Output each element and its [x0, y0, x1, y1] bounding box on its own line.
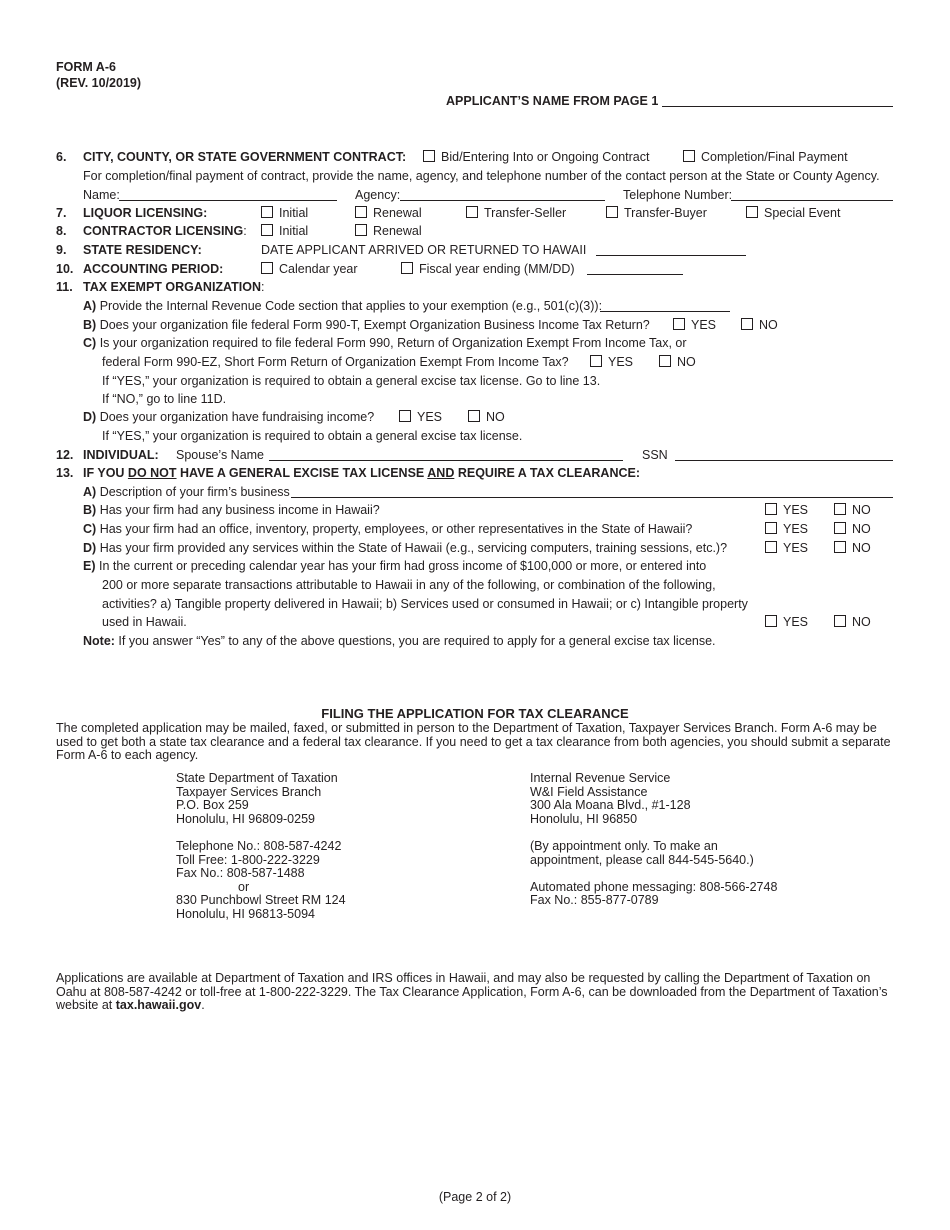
- fundraising-no-checkbox[interactable]: NO: [468, 410, 505, 424]
- contact-agency-label: Agency:: [355, 188, 401, 202]
- checkbox-icon: [261, 224, 273, 236]
- line-11c-cont: federal Form 990-EZ, Short Form Return of Organization Exempt From Income Tax?: [102, 355, 569, 369]
- line-12-number: 12.: [56, 448, 74, 462]
- checkbox-icon: [466, 206, 478, 218]
- line-11d-yes-note: If “YES,” your organization is required to obtain a general excise tax license.: [102, 429, 523, 443]
- line-9-number: 9.: [56, 243, 67, 257]
- line-11-title: TAX EXEMPT ORGANIZATION:: [83, 280, 265, 294]
- fundraising-yes-checkbox[interactable]: YES: [399, 410, 442, 424]
- line-7-title: LIQUOR LICENSING:: [83, 206, 208, 220]
- line-6-number: 6.: [56, 150, 67, 164]
- form-id: FORM A-6: [56, 60, 116, 74]
- services-no-checkbox[interactable]: NO: [834, 541, 871, 555]
- website-link[interactable]: tax.hawaii.gov: [115, 998, 202, 1013]
- checkbox-icon: [399, 410, 411, 422]
- office-presence-no-checkbox[interactable]: NO: [834, 522, 871, 536]
- gross-income-no-checkbox[interactable]: NO: [834, 615, 871, 629]
- checkbox-icon: [423, 150, 435, 162]
- contact-phone-label: Telephone Number:: [623, 188, 733, 202]
- line-12-title: INDIVIDUAL:: [83, 448, 159, 462]
- state-address-block: State Department of Taxation Taxpayer Services Branch P.O. Box 259 Honolulu, HI 96809-0259 Telephone No.: 808-587-4242 Toll Free: 1-800-222-3229 Fax No.: 808-587-1488 or 830 Punchbowl Street RM 124 Honolulu, HI 96813-5094: [176, 771, 346, 921]
- fiscal-year-checkbox[interactable]: Fiscal year ending (MM/DD): [401, 262, 575, 276]
- checkbox-icon: [834, 541, 846, 553]
- bid-ongoing-contract-checkbox[interactable]: Bid/Entering Into or Ongoing Contract: [423, 150, 649, 164]
- line-9-title: STATE RESIDENCY:: [83, 243, 202, 257]
- form-990t-no-checkbox[interactable]: NO: [741, 318, 778, 332]
- checkbox-icon: [261, 262, 273, 274]
- spouse-name-field[interactable]: [269, 460, 623, 461]
- checkbox-icon: [606, 206, 618, 218]
- arrival-date-label: DATE APPLICANT ARRIVED OR RETURNED TO HAWAII: [261, 243, 587, 257]
- contractor-initial-checkbox[interactable]: Initial: [261, 224, 308, 238]
- line-13-note: Note: If you answer “Yes” to any of the above questions, you are required to apply for a general excise tax license.: [83, 634, 716, 648]
- checkbox-icon: [590, 355, 602, 367]
- availability-paragraph: Applications are available at Department of Taxation and IRS offices in Hawaii, and may also be requested by calling the Department of Taxation on Oahu at 808-587-4242 or toll-free at 1-800-222-3229. The Tax Clearance Application, Form A-6, can be downloaded from the Department of Taxation’s website at tax.hawaii.gov.: [56, 971, 888, 1013]
- checkbox-icon: [765, 615, 777, 627]
- line-6-title: CITY, COUNTY, OR STATE GOVERNMENT CONTRACT:: [83, 150, 407, 164]
- line-13c: C) Has your firm had an office, inventory, property, employees, or other representatives in the State of Hawaii?: [83, 522, 693, 536]
- ssn-label: SSN: [642, 448, 668, 462]
- line-13b: B) Has your firm had any business income in Hawaii?: [83, 503, 380, 517]
- line-11-number: 11.: [56, 280, 73, 294]
- liquor-initial-checkbox[interactable]: Initial: [261, 206, 308, 220]
- liquor-special-event-checkbox[interactable]: Special Event: [746, 206, 840, 220]
- line-13e-cont-2: activities? a) Tangible property delivered in Hawaii; b) Services used or consumed in Hawaii; or c) Intangible property: [102, 597, 748, 611]
- business-income-no-checkbox[interactable]: NO: [834, 503, 871, 517]
- checkbox-icon: [401, 262, 413, 274]
- fiscal-year-end-field[interactable]: [587, 274, 683, 275]
- completion-final-payment-checkbox[interactable]: Completion/Final Payment: [683, 150, 848, 164]
- business-income-yes-checkbox[interactable]: YES: [765, 503, 808, 517]
- ssn-field[interactable]: [675, 460, 893, 461]
- irc-section-field[interactable]: [600, 311, 730, 312]
- contact-name-label: Name:: [83, 188, 120, 202]
- line-13d: D) Has your firm provided any services within the State of Hawaii (e.g., servicing computers, training sessions, etc.)?: [83, 541, 728, 555]
- line-11c: C) Is your organization required to file federal Form 990, Return of Organization Exempt From Income Tax, or: [83, 336, 687, 350]
- line-13-number: 13.: [56, 466, 74, 480]
- checkbox-icon: [659, 355, 671, 367]
- checkbox-icon: [261, 206, 273, 218]
- arrival-date-field[interactable]: [596, 255, 746, 256]
- contact-phone-field[interactable]: [731, 200, 893, 201]
- applicant-name-field[interactable]: [662, 106, 893, 107]
- office-presence-yes-checkbox[interactable]: YES: [765, 522, 808, 536]
- contact-name-field[interactable]: [119, 200, 337, 201]
- line-13e: E) In the current or preceding calendar year has your firm had gross income of $100,000 or more, or entered into: [83, 559, 707, 573]
- checkbox-icon: [746, 206, 758, 218]
- line-11a: A) Provide the Internal Revenue Code section that applies to your exemption (e.g., 501(c)(3)):: [83, 299, 603, 313]
- form-990-yes-checkbox[interactable]: YES: [590, 355, 633, 369]
- checkbox-icon: [765, 541, 777, 553]
- line-6-instruction: For completion/final payment of contract, provide the name, agency, and telephone number of the contact person at the State or County Agency.: [83, 169, 880, 183]
- checkbox-icon: [834, 615, 846, 627]
- line-13e-cont-1: 200 or more separate transactions attributable to Hawaii in any of the following, or combination of the following,: [102, 578, 716, 592]
- line-8-title: CONTRACTOR LICENSING:: [83, 224, 247, 238]
- checkbox-icon: [834, 522, 846, 534]
- business-description-field[interactable]: [291, 497, 893, 498]
- liquor-renewal-checkbox[interactable]: Renewal: [355, 206, 422, 220]
- line-8-number: 8.: [56, 224, 67, 238]
- checkbox-icon: [765, 522, 777, 534]
- line-10-number: 10.: [56, 262, 74, 276]
- checkbox-icon: [741, 318, 753, 330]
- contractor-renewal-checkbox[interactable]: Renewal: [355, 224, 422, 238]
- line-11d: D) Does your organization have fundraising income?: [83, 410, 375, 424]
- filing-paragraph: The completed application may be mailed, faxed, or submitted in person to the Department of Taxation, Taxpayer Services Branch. Form A-6 may be used to get both a state tax clearance and a federal tax clearance. If you need to get a tax clearance from both agencies, you should submit a separate Form A-6 to each agency.: [56, 721, 891, 763]
- spouse-name-label: Spouse’s Name: [176, 448, 265, 462]
- checkbox-icon: [468, 410, 480, 422]
- line-11b: B) Does your organization file federal Form 990-T, Exempt Organization Business Income Tax Return?: [83, 318, 650, 332]
- checkbox-icon: [834, 503, 846, 515]
- checkbox-icon: [765, 503, 777, 515]
- checkbox-icon: [355, 224, 367, 236]
- line-13a: A) Description of your firm’s business: [83, 485, 290, 499]
- filing-heading: FILING THE APPLICATION FOR TAX CLEARANCE: [321, 706, 629, 721]
- line-13-title: IF YOU DO NOT HAVE A GENERAL EXCISE TAX LICENSE AND REQUIRE A TAX CLEARANCE:: [83, 466, 641, 480]
- line-11c-no-note: If “NO,” go to line 11D.: [102, 392, 227, 406]
- gross-income-yes-checkbox[interactable]: YES: [765, 615, 808, 629]
- checkbox-icon: [355, 206, 367, 218]
- checkbox-icon: [673, 318, 685, 330]
- liquor-transfer-buyer-checkbox[interactable]: Transfer-Buyer: [606, 206, 707, 220]
- checkbox-icon: [683, 150, 695, 162]
- form-990t-yes-checkbox[interactable]: YES: [673, 318, 716, 332]
- applicant-name-label: APPLICANT’S NAME FROM PAGE 1: [446, 94, 659, 108]
- liquor-transfer-seller-checkbox[interactable]: Transfer-Seller: [466, 206, 566, 220]
- irs-address-block: Internal Revenue Service W&I Field Assistance 300 Ala Moana Blvd., #1-128 Honolulu, HI 96850 (By appointment only. To make an appointment, please call 844-545-5640.) Automated phone messaging: 808-566-2748 Fax No.: 855-877-0789: [530, 771, 778, 908]
- contact-agency-field[interactable]: [400, 200, 605, 201]
- line-13e-cont-3: used in Hawaii.: [102, 615, 187, 629]
- line-7-number: 7.: [56, 206, 67, 220]
- calendar-year-checkbox[interactable]: Calendar year: [261, 262, 358, 276]
- line-11c-yes-note: If “YES,” your organization is required to obtain a general excise tax license. Go to line 13.: [102, 374, 601, 388]
- services-yes-checkbox[interactable]: YES: [765, 541, 808, 555]
- line-10-title: ACCOUNTING PERIOD:: [83, 262, 224, 276]
- form-revision: (REV. 10/2019): [56, 76, 142, 90]
- page-number: (Page 2 of 2): [438, 1190, 512, 1204]
- form-990-no-checkbox[interactable]: NO: [659, 355, 696, 369]
